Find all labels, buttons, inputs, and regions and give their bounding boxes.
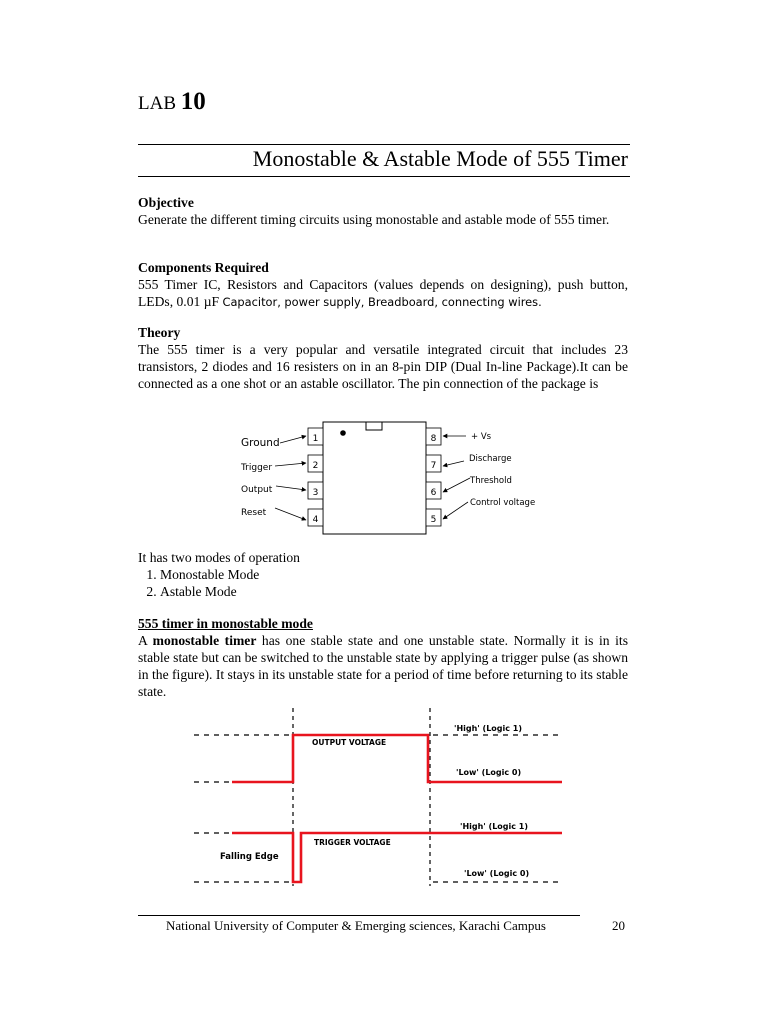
monostable-text-prefix: A — [138, 633, 153, 648]
lab-heading — [138, 88, 206, 116]
ic-body — [323, 422, 426, 534]
modes-list — [138, 566, 628, 600]
modes-section — [138, 549, 628, 600]
components-section — [138, 259, 628, 311]
label-vs: + Vs — [471, 432, 492, 442]
arrow-output — [276, 486, 306, 490]
theory-heading: Theory — [138, 325, 181, 340]
right-pins — [426, 428, 441, 526]
pinout-diagram — [230, 416, 550, 540]
label-trigger: Trigger — [241, 463, 273, 473]
theory-section — [138, 324, 628, 392]
components-text — [138, 276, 628, 311]
pin-8-number: 8 — [430, 434, 437, 444]
modes-item-2: 2. Astable Mode — [160, 583, 628, 600]
pin-7-number: 7 — [430, 461, 437, 471]
pin-2-number: 2 — [312, 461, 319, 471]
page-number: 20 — [612, 918, 625, 933]
objective-section — [138, 194, 628, 228]
arrow-trigger — [275, 463, 306, 466]
arrow-threshold — [443, 478, 470, 492]
arrow-discharge — [443, 461, 464, 466]
objective-text: Generate the different timing circuits using monostable and astable mode of 555 timer. — [138, 212, 610, 227]
monostable-section — [138, 615, 628, 700]
output-low-label: 'Low' (Logic 0) — [456, 768, 522, 777]
output-high-label: 'High' (Logic 1) — [454, 724, 523, 733]
trigger-high-label: 'High' (Logic 1) — [460, 822, 529, 831]
theory-text: The 555 timer is a very popular and versatile integrated circuit that includes 23 transistors, 2 diodes and 16 resisters on in an 8-pin DIP (Dual In-line Package).It can be connected as a one shot or an astable oscillator. The pin connection of the package is — [138, 342, 628, 391]
pin-5-number: 5 — [430, 515, 437, 525]
label-threshold: Threshold — [470, 476, 512, 486]
label-ground: Ground — [241, 437, 280, 449]
pin-1-number: 1 — [312, 434, 319, 444]
arrow-reset — [275, 508, 306, 520]
trigger-low-label: 'Low' (Logic 0) — [464, 869, 530, 878]
pin-3-number: 3 — [312, 488, 319, 498]
title-rule-top — [138, 144, 630, 145]
modes-item-1: 1. Monostable Mode — [160, 566, 628, 583]
monostable-waveform — [190, 706, 570, 892]
label-discharge: Discharge — [469, 454, 512, 464]
monostable-heading: 555 timer in monostable mode — [138, 616, 313, 631]
output-voltage-label: OUTPUT VOLTAGE — [312, 738, 387, 747]
monostable-text-rest: has one stable state and one unstable state. Normally it is in its stable state but can be switched to the unstable state by applying a trigger pulse (as shown in the figure). It stays in its unstable state for a period of time before returning to its stable state. — [138, 633, 628, 699]
footer-rule — [138, 915, 580, 916]
label-reset: Reset — [241, 508, 267, 518]
falling-edge-label: Falling Edge — [220, 852, 279, 862]
components-heading: Components Required — [138, 260, 269, 275]
modes-intro: It has two modes of operation — [138, 550, 300, 565]
left-pins — [308, 428, 323, 526]
arrow-ground — [280, 436, 306, 443]
components-text-sans: Capacitor, power supply, Breadboard, connecting wires. — [222, 295, 542, 309]
lab-label: LAB — [138, 93, 176, 114]
lab-number: 10 — [180, 88, 206, 115]
ic-notch — [366, 422, 382, 430]
pin-4-number: 4 — [312, 515, 319, 525]
arrow-control-voltage — [443, 502, 468, 519]
trigger-voltage-label: TRIGGER VOLTAGE — [314, 838, 391, 847]
page-title: Monostable & Astable Mode of 555 Timer — [252, 146, 628, 171]
monostable-text — [138, 632, 628, 700]
pin1-dot — [340, 430, 346, 436]
components-text-serif: 555 Timer IC, Resistors and Capacitors (values depends on designing), push button, LEDs, 0.01 µF — [138, 277, 628, 309]
monostable-text-bold: monostable timer — [152, 633, 257, 648]
title-rule-bottom — [138, 176, 630, 177]
objective-heading: Objective — [138, 195, 194, 210]
footer-text: National University of Computer & Emerging sciences, Karachi Campus — [166, 918, 546, 933]
label-output: Output — [241, 485, 273, 495]
label-control-voltage: Control voltage — [470, 498, 536, 508]
pin-6-number: 6 — [430, 488, 437, 498]
